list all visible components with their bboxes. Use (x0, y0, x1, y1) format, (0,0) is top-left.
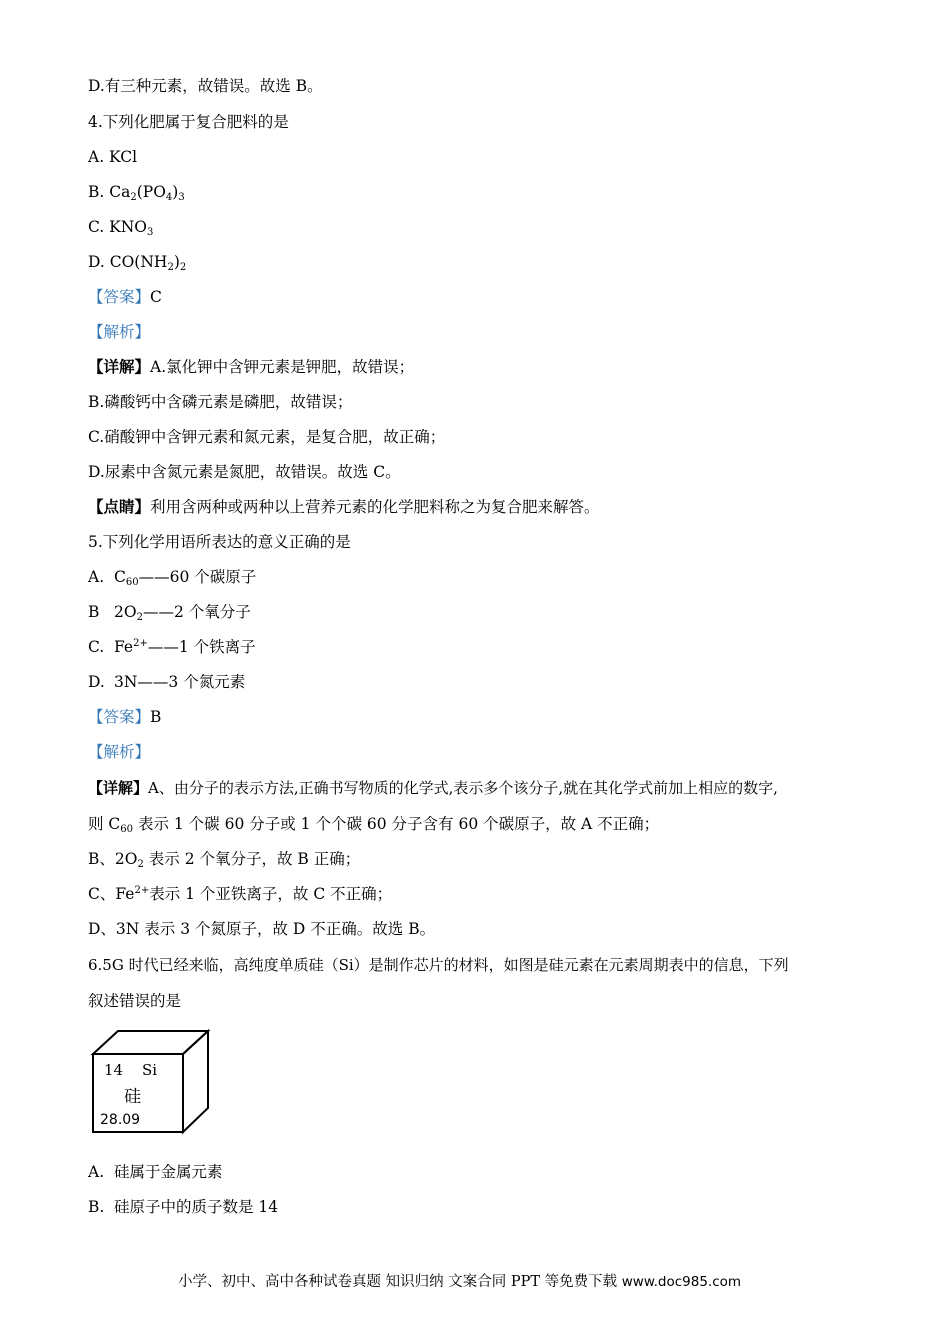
footer-url[interactable]: www.doc985.com (621, 1274, 742, 1290)
q5-option-a: A. $C_{60}——60$ 个碳原子 (88, 568, 257, 588)
q5-option-b: B $2O_2——2$ 个氧分子 (88, 603, 251, 623)
atomic-number: 14 (104, 1061, 124, 1079)
q5-detail-a-line2: 则 $C_{60}$ 表示 1 个碳 60 分子或 1 个个碳 60 分子含有 60 个碳原子，故 A 不正确； (88, 815, 660, 835)
q4-option-b: B. $Ca_2(PO_4)_3$ (88, 183, 185, 203)
q6-stem-line1: 6.5G 时代已经来临，高纯度单质硅（Si）是制作芯片的材料，如图是硅元素在元素周期表中的信息，下列 (88, 956, 789, 974)
q5-analysis-heading: 【解析】 (88, 743, 151, 761)
q5-detail-b: B、$2O_2$ 表示 2 个氧分子，故 B 正确； (88, 850, 361, 870)
q6-option-b: B. 硅原子中的质子数是 14 (88, 1198, 279, 1216)
q4-stem: 4.下列化肥属于复合肥料的是 (88, 113, 289, 131)
q5-detail-a-line1: 【详解】A、由分子的表示方法,正确书写物质的化学式,表示多个该分子,就在其化学式前加上相应的数字, (88, 779, 778, 797)
q4-option-c: C. $KNO_3$ (88, 218, 154, 238)
q5-option-c: C. $Fe^{2+}——1$ 个铁离子 (88, 638, 256, 656)
q5-option-d: D. 3N——3 个氮元素 (88, 673, 246, 691)
q4-detail-d: D.尿素中含氮元素是氮肥，故错误。故选 C。 (88, 463, 401, 481)
q5-detail-c: C、$Fe^{2+}$表示 1 个亚铁离子，故 C 不正确； (88, 885, 393, 903)
q4-detail-c: C.硝酸钾中含钾元素和氮元素，是复合肥，故正确； (88, 428, 446, 446)
q4-analysis-heading: 【解析】 (88, 323, 151, 341)
q4-option-a: A. KCl (88, 148, 138, 166)
atomic-mass: 28.09 (100, 1112, 141, 1128)
q4-detail-a: 【详解】A.氯化钾中含钾元素是钾肥，故错误； (88, 357, 415, 376)
silicon-element-cube (90, 1028, 212, 1138)
q4-tip: 【点睛】利用含两种或两种以上营养元素的化学肥料称之为复合肥来解答。 (88, 497, 600, 516)
element-name: 硅 (124, 1087, 141, 1107)
q4-answer: 【答案】C (88, 288, 162, 306)
q5-answer: 【答案】B (88, 708, 162, 726)
q4-option-d: D. $CO(NH_2)_2$ (88, 253, 187, 273)
q5-detail-d: D、3N 表示 3 个氮原子，故 D 不正确。故选 B。 (88, 920, 436, 938)
q6-option-a: A. 硅属于金属元素 (88, 1163, 223, 1181)
q6-stem-line2: 叙述错误的是 (88, 992, 182, 1010)
element-symbol: Si (142, 1061, 158, 1079)
q4-detail-b: B.磷酸钙中含磷元素是磷肥，故错误； (88, 393, 353, 411)
q5-stem: 5.下列化学用语所表达的意义正确的是 (88, 533, 351, 551)
q3-conclusion: D.有三种元素，故错误。故选 B。 (88, 77, 323, 95)
page-footer: 小学、初中、高中各种试卷真题 知识归纳 文案合同 PPT 等免费下载 www.doc985.com (178, 1274, 742, 1290)
